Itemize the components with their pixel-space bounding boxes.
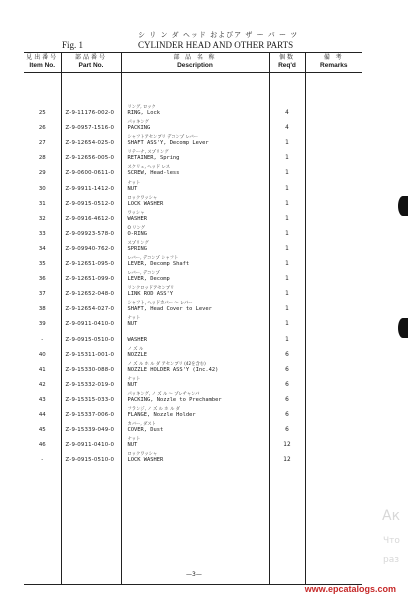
quantity-cell: 1 bbox=[269, 161, 305, 176]
table-row bbox=[24, 327, 362, 342]
description-kana: ワッシャ bbox=[127, 210, 145, 216]
quantity-cell: 6 bbox=[269, 343, 305, 358]
remarks-cell bbox=[305, 146, 362, 161]
quantity-cell: 1 bbox=[269, 327, 305, 342]
quantity-cell: 1 bbox=[269, 297, 305, 312]
description-english: NUT bbox=[127, 381, 138, 388]
item-number-cell: 27 bbox=[38, 140, 46, 147]
punch-hole-mark bbox=[398, 196, 408, 216]
remarks-cell bbox=[305, 327, 362, 342]
item-number-cell: 44 bbox=[38, 411, 46, 418]
watermark-text: www.epcatalogs.com bbox=[304, 584, 396, 594]
description-cell bbox=[121, 297, 269, 312]
table-spacer bbox=[24, 463, 362, 585]
overlay-text bbox=[383, 532, 400, 570]
table-row bbox=[24, 146, 362, 161]
description-english: LOCK WASHER bbox=[127, 457, 164, 464]
item-number-cell: 35 bbox=[38, 261, 46, 268]
quantity-cell: 6 bbox=[269, 418, 305, 433]
overlay-text-line: раз bbox=[383, 555, 400, 565]
description-cell bbox=[121, 312, 269, 327]
part-number-cell: Z-9-0915-0510-0 bbox=[61, 448, 121, 463]
item-number-cell: 26 bbox=[38, 125, 46, 132]
remarks-cell bbox=[305, 358, 362, 373]
remarks-cell bbox=[305, 343, 362, 358]
description-kana: ナット bbox=[127, 316, 141, 322]
description-kana: ロックワッシャ bbox=[127, 195, 158, 201]
description-english: SHAFT, Head Cover to Lever bbox=[127, 306, 212, 313]
part-number-cell: Z-9-0911-0410-0 bbox=[61, 312, 121, 327]
description-cell bbox=[121, 161, 269, 176]
description-kana: ナット bbox=[127, 376, 141, 382]
item-number-cell: 33 bbox=[38, 230, 46, 237]
item-number-cell: - bbox=[41, 336, 44, 343]
figure-label: Fig. 1 bbox=[62, 40, 84, 50]
table-row bbox=[24, 161, 362, 176]
column-header-description: 部 品 名 称 Description bbox=[121, 53, 269, 73]
item-number-cell: 25 bbox=[38, 110, 46, 117]
quantity-cell: 6 bbox=[269, 388, 305, 403]
item-number-cell: 40 bbox=[38, 351, 46, 358]
table-row bbox=[24, 101, 362, 116]
title-japanese: シ リ ン ダ ヘッド およびア ザ ー パ ー ツ bbox=[138, 31, 299, 39]
remarks-cell bbox=[305, 207, 362, 222]
description-kana: ナット bbox=[127, 437, 141, 443]
part-number-cell: Z-9-12654-025-0 bbox=[61, 131, 121, 146]
remarks-cell bbox=[305, 388, 362, 403]
table-row bbox=[24, 252, 362, 267]
column-header-required: 個数 Req'd bbox=[269, 53, 305, 73]
remarks-cell bbox=[305, 448, 362, 463]
description-kana: ノ ズ ル ホ ル ダ アセンブリ (42を含む) bbox=[127, 361, 206, 367]
description-kana: パッキング, ノ ズ ル 〜 プレチャンバ bbox=[127, 391, 200, 397]
part-number-cell: Z-9-0916-4612-0 bbox=[61, 207, 121, 222]
quantity-cell: 12 bbox=[269, 448, 305, 463]
quantity-cell: 1 bbox=[269, 207, 305, 222]
table-spacer bbox=[24, 73, 362, 102]
remarks-cell bbox=[305, 131, 362, 146]
description-kana: スクリュ, ヘッド レス bbox=[127, 165, 171, 171]
description-english: LEVER, Decomp Shaft bbox=[127, 261, 190, 268]
quantity-cell: 1 bbox=[269, 282, 305, 297]
description-cell bbox=[121, 327, 269, 342]
description-cell bbox=[121, 207, 269, 222]
description-english: NUT bbox=[127, 185, 138, 192]
remarks-cell bbox=[305, 161, 362, 176]
description-kana: リテーナ, スプリング bbox=[127, 150, 169, 156]
item-number-cell: 28 bbox=[38, 155, 46, 162]
description-english: PACKING bbox=[127, 125, 151, 132]
page-title: CYLINDER HEAD AND OTHER PARTS bbox=[138, 40, 294, 50]
remarks-cell bbox=[305, 192, 362, 207]
remarks-cell bbox=[305, 373, 362, 388]
table-header-row bbox=[24, 53, 362, 73]
column-header-item: 見出番号 Item No. bbox=[24, 53, 61, 73]
table-row bbox=[24, 358, 362, 373]
description-english: SHAFT ASS'Y, Decomp Lever bbox=[127, 140, 209, 147]
description-cell bbox=[121, 448, 269, 463]
item-number-cell: 42 bbox=[38, 381, 46, 388]
punch-hole-mark bbox=[398, 318, 408, 338]
remarks-cell bbox=[305, 418, 362, 433]
table-row bbox=[24, 222, 362, 237]
part-number-cell: Z-9-0915-0510-0 bbox=[61, 327, 121, 342]
description-kana: スプリング bbox=[127, 240, 149, 246]
item-number-cell: 46 bbox=[38, 442, 46, 449]
quantity-cell: 1 bbox=[269, 237, 305, 252]
item-number-cell: 41 bbox=[38, 366, 46, 373]
remarks-cell bbox=[305, 403, 362, 418]
item-number-cell: 38 bbox=[38, 306, 46, 313]
item-number-cell: 29 bbox=[38, 170, 46, 177]
description-cell bbox=[121, 267, 269, 282]
column-header-remarks: 備 考 Remarks bbox=[305, 53, 362, 73]
description-cell bbox=[121, 101, 269, 116]
quantity-cell: 6 bbox=[269, 358, 305, 373]
item-number-cell: 37 bbox=[38, 291, 46, 298]
table-row bbox=[24, 448, 362, 463]
description-english: NUT bbox=[127, 442, 138, 449]
item-number-cell: - bbox=[41, 457, 44, 464]
description-kana: ナット bbox=[127, 180, 141, 186]
description-kana: パッキング bbox=[127, 120, 149, 126]
table-row bbox=[24, 131, 362, 146]
description-english: NUT bbox=[127, 321, 138, 328]
table-row bbox=[24, 343, 362, 358]
table-row bbox=[24, 373, 362, 388]
description-cell bbox=[121, 237, 269, 252]
description-cell bbox=[121, 343, 269, 358]
description-cell bbox=[121, 252, 269, 267]
description-kana: ノ ズ ル bbox=[127, 346, 144, 352]
table-row bbox=[24, 403, 362, 418]
quantity-cell: 6 bbox=[269, 373, 305, 388]
remarks-cell bbox=[305, 237, 362, 252]
description-english: RING, Lock bbox=[127, 110, 160, 117]
description-kana: シャフト, ヘッドカバー 〜 レバー bbox=[127, 301, 193, 307]
description-kana: レバー, デコンプ シャフト bbox=[127, 256, 179, 262]
description-cell bbox=[121, 192, 269, 207]
parts-table bbox=[24, 52, 362, 585]
part-number-cell: Z-9-15330-088-0 bbox=[61, 358, 121, 373]
table-row bbox=[24, 176, 362, 191]
table-row bbox=[24, 192, 362, 207]
description-cell bbox=[121, 433, 269, 448]
description-kana: リング, ロック bbox=[127, 105, 156, 111]
part-number-cell: Z-9-09940-762-0 bbox=[61, 237, 121, 252]
quantity-cell: 4 bbox=[269, 116, 305, 131]
part-number-cell: Z-9-12651-099-0 bbox=[61, 267, 121, 282]
overlay-heading: Ак bbox=[382, 508, 401, 524]
quantity-cell: 1 bbox=[269, 131, 305, 146]
remarks-cell bbox=[305, 252, 362, 267]
description-cell bbox=[121, 222, 269, 237]
item-number-cell: 31 bbox=[38, 200, 46, 207]
part-number-cell: Z-9-0957-1516-0 bbox=[61, 116, 121, 131]
description-kana: シャフトアセンブリ デコンプ レバー bbox=[127, 135, 199, 141]
description-cell bbox=[121, 403, 269, 418]
description-english: RETAINER, Spring bbox=[127, 155, 180, 162]
quantity-cell: 1 bbox=[269, 312, 305, 327]
description-cell bbox=[121, 373, 269, 388]
part-number-cell: Z-9-12651-095-0 bbox=[61, 252, 121, 267]
item-number-cell: 43 bbox=[38, 396, 46, 403]
description-cell bbox=[121, 146, 269, 161]
remarks-cell bbox=[305, 312, 362, 327]
description-english: WASHER bbox=[127, 215, 147, 222]
description-english: WASHER bbox=[127, 336, 147, 343]
remarks-cell bbox=[305, 222, 362, 237]
item-number-cell: 32 bbox=[38, 215, 46, 222]
remarks-cell bbox=[305, 116, 362, 131]
description-english: LOCK WASHER bbox=[127, 200, 164, 207]
item-number-cell: 39 bbox=[38, 321, 46, 328]
description-cell bbox=[121, 282, 269, 297]
description-cell bbox=[121, 418, 269, 433]
quantity-cell: 1 bbox=[269, 176, 305, 191]
description-cell bbox=[121, 358, 269, 373]
table-row bbox=[24, 207, 362, 222]
description-english: LINK ROD ASS'Y bbox=[127, 291, 173, 298]
table-row bbox=[24, 433, 362, 448]
item-number-cell: 34 bbox=[38, 245, 46, 252]
page-number: —3— bbox=[186, 571, 202, 578]
quantity-cell: 1 bbox=[269, 252, 305, 267]
quantity-cell: 1 bbox=[269, 192, 305, 207]
part-number-cell: Z-9-15339-049-0 bbox=[61, 418, 121, 433]
description-english: SPRING bbox=[127, 245, 147, 252]
table-row bbox=[24, 418, 362, 433]
description-english: NOZZLE HOLDER ASS'Y (Inc.42) bbox=[127, 366, 219, 373]
table-row bbox=[24, 297, 362, 312]
part-number-cell: Z-9-12652-048-0 bbox=[61, 282, 121, 297]
remarks-cell bbox=[305, 176, 362, 191]
remarks-cell bbox=[305, 267, 362, 282]
table-row bbox=[24, 116, 362, 131]
description-english: LEVER, Decomp bbox=[127, 276, 170, 283]
table-row bbox=[24, 312, 362, 327]
description-kana: カバー, ダスト bbox=[127, 422, 157, 428]
part-number-cell: Z-9-11176-002-0 bbox=[61, 101, 121, 116]
table-row bbox=[24, 237, 362, 252]
description-kana: O リング bbox=[127, 225, 146, 231]
quantity-cell: 12 bbox=[269, 433, 305, 448]
description-english: COVER, Dust bbox=[127, 427, 164, 434]
remarks-cell bbox=[305, 433, 362, 448]
description-english: NOZZLE bbox=[127, 351, 147, 358]
quantity-cell: 1 bbox=[269, 222, 305, 237]
description-kana: ロックワッシャ bbox=[127, 452, 158, 458]
description-cell bbox=[121, 131, 269, 146]
part-number-cell: Z-9-12656-005-0 bbox=[61, 146, 121, 161]
item-number-cell: 45 bbox=[38, 427, 46, 434]
description-kana: リンクロッドアセンブリ bbox=[127, 286, 175, 292]
description-cell bbox=[121, 116, 269, 131]
quantity-cell: 4 bbox=[269, 101, 305, 116]
part-number-cell: Z-9-0600-0611-0 bbox=[61, 161, 121, 176]
description-english: SCREW, Head-less bbox=[127, 170, 180, 177]
description-kana: フランジ, ノ ズ ル ホ ル ダ bbox=[127, 406, 180, 412]
part-number-cell: Z-9-15337-006-0 bbox=[61, 403, 121, 418]
remarks-cell bbox=[305, 282, 362, 297]
remarks-cell bbox=[305, 297, 362, 312]
table-row bbox=[24, 267, 362, 282]
remarks-cell bbox=[305, 101, 362, 116]
description-cell bbox=[121, 176, 269, 191]
description-english: FLANGE, Nozzle Holder bbox=[127, 411, 196, 418]
quantity-cell: 1 bbox=[269, 146, 305, 161]
item-number-cell: 36 bbox=[38, 276, 46, 283]
part-number-cell: Z-9-15311-001-0 bbox=[61, 343, 121, 358]
description-english: O-RING bbox=[127, 230, 147, 237]
part-number-cell: Z-9-12654-027-0 bbox=[61, 297, 121, 312]
part-number-cell: Z-9-0911-0410-0 bbox=[61, 433, 121, 448]
part-number-cell: Z-9-0915-0512-0 bbox=[61, 192, 121, 207]
overlay-text-line: Что bbox=[383, 536, 400, 546]
table-row bbox=[24, 388, 362, 403]
part-number-cell: Z-9-15315-033-0 bbox=[61, 388, 121, 403]
part-number-cell: Z-9-09923-578-0 bbox=[61, 222, 121, 237]
quantity-cell: 6 bbox=[269, 403, 305, 418]
column-header-part: 部品番号 Part No. bbox=[61, 53, 121, 73]
description-kana: レバー, デコンプ bbox=[127, 271, 160, 277]
part-number-cell: Z-9-9911-1412-0 bbox=[61, 176, 121, 191]
item-number-cell: 30 bbox=[38, 185, 46, 192]
description-english: PACKING, Nozzle to Prechamber bbox=[127, 396, 222, 403]
quantity-cell: 1 bbox=[269, 267, 305, 282]
description-cell bbox=[121, 388, 269, 403]
table-row bbox=[24, 282, 362, 297]
part-number-cell: Z-9-15332-019-0 bbox=[61, 373, 121, 388]
